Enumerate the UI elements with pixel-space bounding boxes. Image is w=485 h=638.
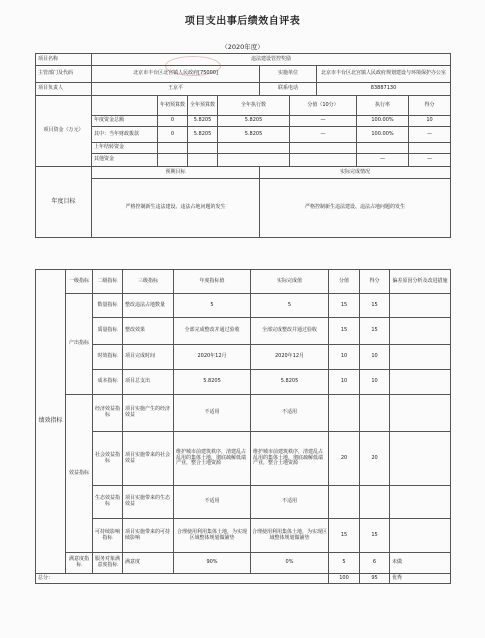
indicator-header: 偏差原因分析及改进措施: [390, 270, 451, 294]
funds-header-1: 年初预算数: [158, 96, 188, 116]
funds-cell: [218, 143, 290, 154]
target-cell: 5.8205: [174, 370, 251, 395]
indicator-header: 分值: [329, 270, 360, 294]
indicators-table: [35, 269, 451, 584]
target-cell: 维护城市前建筑秩序，清建乱占乱用的集体土地，彻底疏解低端产业，整合土地资源: [174, 432, 251, 486]
got-cell: 6: [360, 553, 390, 574]
target-cell: 不适用: [174, 486, 251, 519]
satisfaction-indicator-label: 满意度指标: [66, 553, 93, 574]
note-cell: [390, 318, 451, 345]
actual-cell: 2020年12月: [251, 345, 329, 370]
funds-label: 项目资金（万元）: [36, 96, 92, 167]
indicator-header: 三级指标: [123, 270, 174, 294]
note-cell: [390, 370, 451, 395]
target-cell: 90%: [174, 553, 251, 574]
indicator-header: 一级指标: [66, 270, 93, 294]
funds-cell: 10: [409, 116, 451, 127]
score-cell: 10: [329, 370, 360, 395]
target-cell: 全部完成整改并通过验收: [174, 318, 251, 345]
note-cell: [390, 345, 451, 370]
phone-label: 联系电话: [260, 83, 317, 96]
target-cell: 5: [174, 294, 251, 318]
project-name-label: 项目名称: [36, 54, 92, 66]
score-cell: 5: [329, 553, 360, 574]
l3-cell: 满意度: [123, 553, 174, 574]
impl-value: 北京市丰台区北宫镇人民政府规划建设与环境保护办公室: [317, 66, 451, 83]
leader-value: 王京平: [92, 83, 260, 96]
funds-cell: —: [290, 116, 357, 127]
note-cell: [390, 486, 451, 519]
note-cell: [390, 432, 451, 486]
goals-label: 年度目标: [36, 167, 92, 238]
l2-cell: 数量指标: [93, 294, 123, 318]
indicator-header: 得分: [360, 270, 390, 294]
indicator-header: 二级指标: [93, 270, 123, 294]
l3-cell: 项目实施带来的生态效益: [123, 486, 174, 519]
actual-cell: 全部完成整改并通过验收: [251, 318, 329, 345]
actual-cell: 合理使用利用集体土地，为实现区域整体规划做铺垫: [251, 519, 329, 553]
funds-cell: —: [357, 154, 409, 167]
l3-cell: 项目总支出: [123, 370, 174, 395]
score-cell: [329, 395, 360, 432]
total-note: 优秀: [390, 574, 451, 584]
funds-header-6: 得分: [409, 96, 451, 116]
funds-cell: 5.8205: [188, 127, 218, 143]
page-title: 项目支出事后绩效自评表: [184, 16, 301, 27]
indicator-header: 年度指标值: [174, 270, 251, 294]
total-label: 总分：: [36, 574, 329, 584]
target-cell: 合理使用利用集体土地，为实现区域整体规划做铺垫: [174, 519, 251, 553]
year-label: （2020年度）: [221, 43, 264, 51]
actual-cell: 不适用: [251, 395, 329, 432]
l2-cell: 社会效益指标: [93, 432, 123, 486]
l3-cell: 整改效果: [123, 318, 174, 345]
l3-cell: 项目完成时间: [123, 345, 174, 370]
funds-cell: [357, 143, 409, 154]
funds-cell: [188, 143, 218, 154]
funds-header-4: 分值（10分）: [290, 96, 357, 116]
dept-value: 北京市丰台区北宫镇人民政府[75000]: [92, 66, 260, 83]
funds-cell: [158, 154, 188, 167]
l3-cell: 整改违法占地数量: [123, 294, 174, 318]
got-cell: [360, 395, 390, 432]
funds-cell: [290, 143, 357, 154]
leader-label: 项目负责人: [36, 83, 92, 96]
funds-cell: [188, 154, 218, 167]
l2-cell: 经济效益指标: [93, 395, 123, 432]
got-cell: 10: [360, 370, 390, 395]
funds-cell: [409, 143, 451, 154]
funds-cell: —: [409, 154, 451, 167]
funds-header-3: 全年执行数: [218, 96, 290, 116]
funds-cell: [290, 154, 357, 167]
funds-cell: —: [409, 127, 451, 143]
funds-row-name: 上年结转资金: [92, 143, 158, 154]
funds-cell: 100.00%: [357, 127, 409, 143]
got-cell: 10: [360, 345, 390, 370]
funds-row-name: 其中：当年财政拨款: [92, 127, 158, 143]
total-score: 100: [329, 574, 360, 584]
project-name-value: 违法建设管控奖励: [92, 54, 451, 66]
note-cell: [390, 294, 451, 318]
funds-cell: —: [290, 127, 357, 143]
funds-cell: [158, 143, 188, 154]
l3-cell: 项目实施产生的经济效益: [123, 395, 174, 432]
l2-cell: 可持续影响指标: [93, 519, 123, 553]
dept-label: 主管部门及代码: [36, 66, 92, 83]
score-cell: 15: [329, 318, 360, 345]
score-cell: 20: [329, 432, 360, 486]
impl-label: 实施单位: [260, 66, 317, 83]
note-cell: [390, 519, 451, 553]
actual-cell: 维护城市前建筑秩序，清建乱占乱用的集体土地，彻底疏解低端产业，整合土地资源: [251, 432, 329, 486]
funds-cell: [218, 154, 290, 167]
l3-cell: 项目实施带来的可持续影响: [123, 519, 174, 553]
actual-cell: 不适用: [251, 486, 329, 519]
score-cell: 15: [329, 294, 360, 318]
target-cell: 2020年12月: [174, 345, 251, 370]
got-cell: 20: [360, 432, 390, 486]
funds-cell: 5.8205: [188, 116, 218, 127]
phone-value: 83887130: [317, 83, 451, 96]
got-cell: 15: [360, 519, 390, 553]
l2-cell: 质量指标: [93, 318, 123, 345]
perf-indicator-label: 绩效指标: [36, 270, 66, 574]
effect-indicator-label: 效益指标: [66, 395, 93, 553]
actual-goal-text: 严格控制新生违法建设、违法占地问题的发生: [260, 179, 451, 238]
funds-header-2: 全年预算数: [188, 96, 218, 116]
got-cell: 15: [360, 318, 390, 345]
funds-header-blank: [92, 96, 158, 116]
funds-cell: 0: [158, 127, 188, 143]
funds-cell: 0: [158, 116, 188, 127]
got-cell: 15: [360, 294, 390, 318]
note-cell: 未做: [390, 553, 451, 574]
actual-goal-header: 实际完成情况: [260, 167, 451, 179]
funds-header-5: 执行率: [357, 96, 409, 116]
actual-cell: 0%: [251, 553, 329, 574]
l2-cell: 时效指标: [93, 345, 123, 370]
score-cell: [329, 486, 360, 519]
note-cell: [390, 395, 451, 432]
project-info-table: [35, 53, 451, 238]
funds-row-name: 其他资金: [92, 154, 158, 167]
l3-cell: 项目实施带来的社会效益: [123, 432, 174, 486]
total-got: 95: [360, 574, 390, 584]
expected-goal-text: 严格控制新生违法建设、违法占地问题的发生: [92, 179, 260, 238]
funds-cell: 100.00%: [357, 116, 409, 127]
l2-cell: 生态效益指标: [93, 486, 123, 519]
actual-cell: 5: [251, 294, 329, 318]
target-cell: 不适用: [174, 395, 251, 432]
l2-cell: 服务对象满意度指标: [93, 553, 123, 574]
got-cell: [360, 486, 390, 519]
indicator-header: 实际完成值: [251, 270, 329, 294]
l2-cell: 成本指标: [93, 370, 123, 395]
score-cell: 10: [329, 345, 360, 370]
funds-row-name: 年度资金总额: [92, 116, 158, 127]
output-indicator-label: 产出指标: [66, 294, 93, 395]
score-cell: 15: [329, 519, 360, 553]
funds-cell: 5.8205: [218, 116, 290, 127]
expected-goal-header: 预期目标: [92, 167, 260, 179]
funds-cell: 5.8205: [218, 127, 290, 143]
actual-cell: 5.8205: [251, 370, 329, 395]
